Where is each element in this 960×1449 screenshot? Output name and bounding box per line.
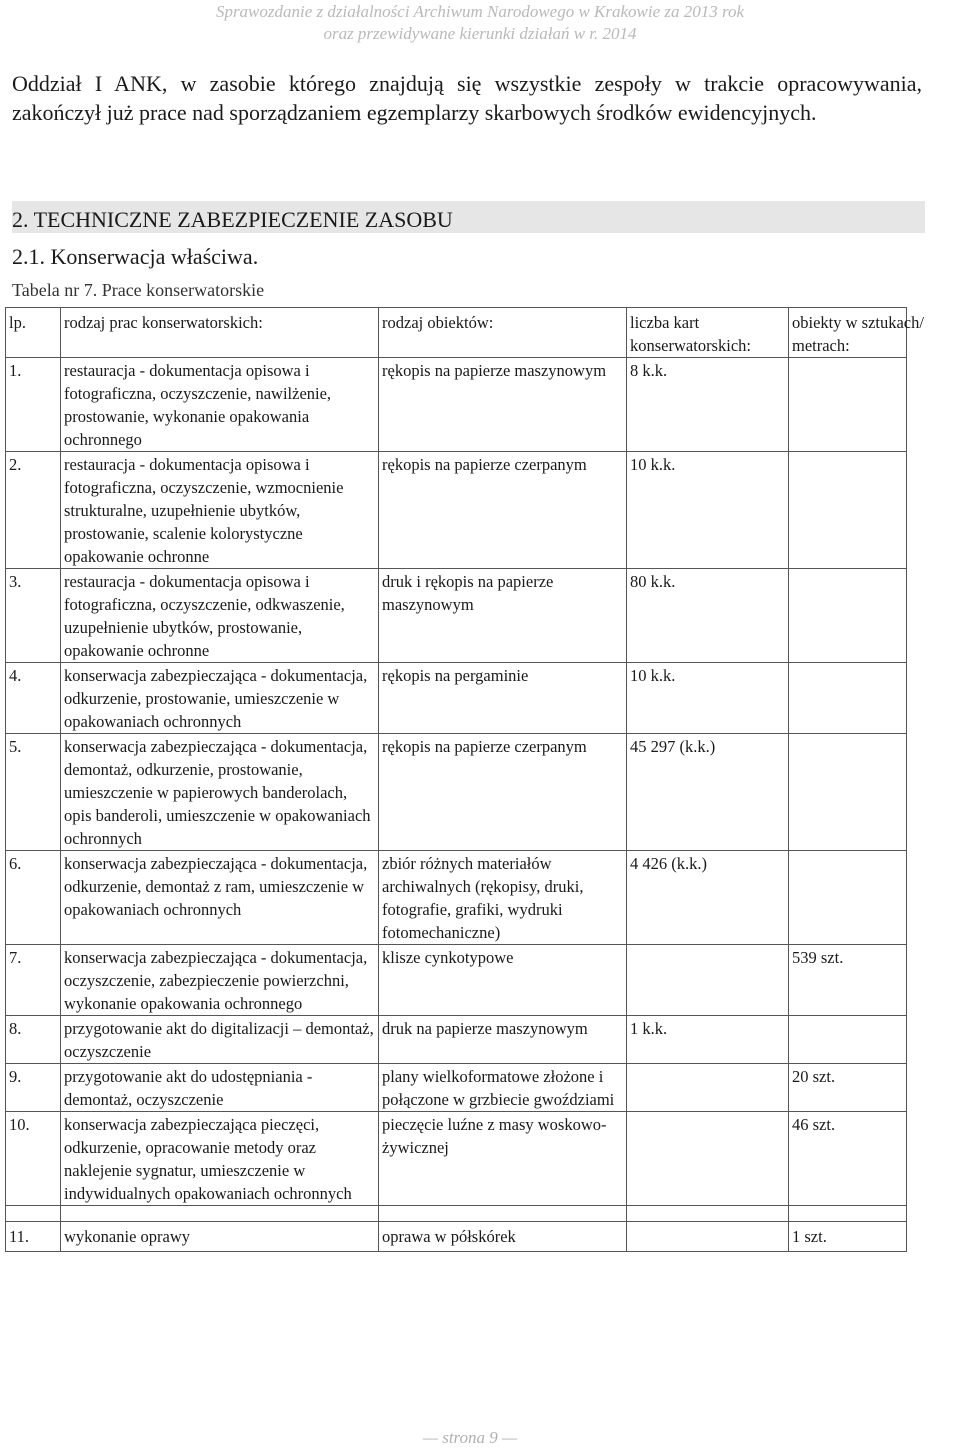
cell-work-type: restauracja - dokumentacja opisowa i fotograficzna, oczyszczenie, wzmocnienie strukturalne, uzupełnienie ubytków, prostowanie, scalenie kolorystyczne opakowanie ochronne	[61, 452, 379, 569]
cell-work-type: konserwacja zabezpieczająca - dokumentacja, oczyszczenie, zabezpieczenie powierzchni, wykonanie opakowania ochronnego	[61, 945, 379, 1016]
spacer-cell	[61, 1206, 379, 1222]
cell-card-count	[627, 1222, 789, 1252]
cell-card-count: 10 k.k.	[627, 452, 789, 569]
table-row	[6, 1112, 907, 1206]
spacer-cell	[379, 1206, 627, 1222]
subsection-heading: 2.1. Konserwacja właściwa.	[12, 244, 259, 269]
cell-card-count: 4 426 (k.k.)	[627, 851, 789, 945]
header-lp: lp.	[6, 308, 61, 358]
cell-lp: 4.	[6, 663, 61, 734]
table-spacer-row	[6, 1206, 907, 1222]
header-card-count: liczba kart konserwatorskich:	[627, 308, 789, 358]
cell-card-count: 80 k.k.	[627, 569, 789, 663]
cell-work-type: przygotowanie akt do udostępniania - demontaż, oczyszczenie	[61, 1064, 379, 1112]
header-item-count-label: obiekty w sztukach/ metrach:	[792, 313, 924, 355]
cell-lp: 8.	[6, 1016, 61, 1064]
cell-lp: 3.	[6, 569, 61, 663]
cell-item-count	[789, 569, 907, 663]
cell-work-type: restauracja - dokumentacja opisowa i fotograficzna, oczyszczenie, odkwaszenie, uzupełnienie ubytków, prostowanie, opakowanie ochronne	[61, 569, 379, 663]
cell-object-type: klisze cynkotypowe	[379, 945, 627, 1016]
cell-work-type: wykonanie oprawy	[61, 1222, 379, 1252]
cell-work-type: konserwacja zabezpieczająca - dokumentacja, odkurzenie, prostowanie, umieszczenie w opakowaniach ochronnych	[61, 663, 379, 734]
table-row	[6, 1016, 907, 1064]
table-body	[6, 358, 907, 1252]
table-row	[6, 1222, 907, 1252]
cell-item-count: 1 szt.	[789, 1222, 907, 1252]
conservation-table	[5, 307, 924, 1252]
cell-object-type: rękopis na papierze maszynowym	[379, 358, 627, 452]
cell-lp: 2.	[6, 452, 61, 569]
table-row	[6, 851, 907, 945]
cell-object-type: zbiór różnych materiałów archiwalnych (rękopisy, druki, fotografie, grafiki, wydruki fotomechaniczne)	[379, 851, 627, 945]
cell-lp: 10.	[6, 1112, 61, 1206]
cell-item-count	[789, 1016, 907, 1064]
cell-lp: 7.	[6, 945, 61, 1016]
table-row	[6, 1064, 907, 1112]
cell-object-type: rękopis na papierze czerpanym	[379, 734, 627, 851]
table-row	[6, 663, 907, 734]
table-row	[6, 452, 907, 569]
cell-work-type: przygotowanie akt do digitalizacji – demontaż, oczyszczenie	[61, 1016, 379, 1064]
cell-work-type: konserwacja zabezpieczająca - dokumentacja, demontaż, odkurzenie, prostowanie, umieszczenie w papierowych banderolach, opis banderoli, umieszczenie w opakowaniach ochronnych	[61, 734, 379, 851]
table-header-row	[6, 308, 907, 358]
cell-card-count: 1 k.k.	[627, 1016, 789, 1064]
table-row	[6, 358, 907, 452]
cell-item-count	[789, 851, 907, 945]
cell-work-type: konserwacja zabezpieczająca pieczęci, odkurzenie, opracowanie metody oraz naklejenie sygnatur, umieszczenie w indywidualnych opakowaniach ochronnych	[61, 1112, 379, 1206]
cell-item-count	[789, 452, 907, 569]
section-heading: 2. TECHNICZNE ZABEZPIECZENIE ZASOBU	[12, 201, 925, 233]
cell-lp: 9.	[6, 1064, 61, 1112]
cell-item-count	[789, 734, 907, 851]
cell-card-count: 8 k.k.	[627, 358, 789, 452]
cell-card-count	[627, 945, 789, 1016]
cell-card-count	[627, 1064, 789, 1112]
cell-object-type: oprawa w półskórek	[379, 1222, 627, 1252]
cell-card-count: 10 k.k.	[627, 663, 789, 734]
cell-lp: 5.	[6, 734, 61, 851]
table-row	[6, 945, 907, 1016]
cell-item-count	[789, 358, 907, 452]
cell-card-count	[627, 1112, 789, 1206]
cell-object-type: plany wielkoformatowe złożone i połączone w grzbiecie gwoździami	[379, 1064, 627, 1112]
cell-lp: 6.	[6, 851, 61, 945]
cell-lp: 1.	[6, 358, 61, 452]
cell-item-count: 46 szt.	[789, 1112, 907, 1206]
header-work-type: rodzaj prac konserwatorskich:	[61, 308, 379, 358]
cell-lp: 11.	[6, 1222, 61, 1252]
cell-object-type: rękopis na papierze czerpanym	[379, 452, 627, 569]
cell-work-type: konserwacja zabezpieczająca - dokumentacja, odkurzenie, demontaż z ram, umieszczenie w opakowaniach ochronnych	[61, 851, 379, 945]
table-caption: Tabela nr 7. Prace konserwatorskie	[12, 280, 265, 300]
header-item-count	[789, 308, 924, 358]
cell-item-count	[789, 663, 907, 734]
cell-object-type: druk na papierze maszynowym	[379, 1016, 627, 1064]
intro-paragraph: Oddział I ANK, w zasobie którego znajdują się wszystkie zespoły w trakcie opracowywania, zakończył już prace nad sporządzaniem egzemplarzy skarbowych środków ewidencyjnych.	[12, 71, 922, 125]
cell-object-type: pieczęcie luźne z masy woskowo-żywicznej	[379, 1112, 627, 1206]
spacer-cell	[789, 1206, 907, 1222]
running-header-line-1: Sprawozdanie z działalności Archiwum Narodowego w Krakowie za 2013 rok	[215, 2, 745, 21]
table-row	[6, 569, 907, 663]
running-header-line-2: oraz przewidywane kierunki działań w r. 2014	[323, 24, 637, 43]
cell-object-type: druk i rękopis na papierze maszynowym	[379, 569, 627, 663]
cell-item-count: 539 szt.	[789, 945, 907, 1016]
cell-card-count: 45 297 (k.k.)	[627, 734, 789, 851]
spacer-cell	[627, 1206, 789, 1222]
cell-item-count: 20 szt.	[789, 1064, 907, 1112]
header-object-type: rodzaj obiektów:	[379, 308, 627, 358]
cell-work-type: restauracja - dokumentacja opisowa i fotograficzna, oczyszczenie, nawilżenie, prostowanie, wykonanie opakowania ochronnego	[61, 358, 379, 452]
page-footer: — strona 9 —	[422, 1428, 518, 1447]
cell-object-type: rękopis na pergaminie	[379, 663, 627, 734]
spacer-cell	[6, 1206, 61, 1222]
table-row	[6, 734, 907, 851]
